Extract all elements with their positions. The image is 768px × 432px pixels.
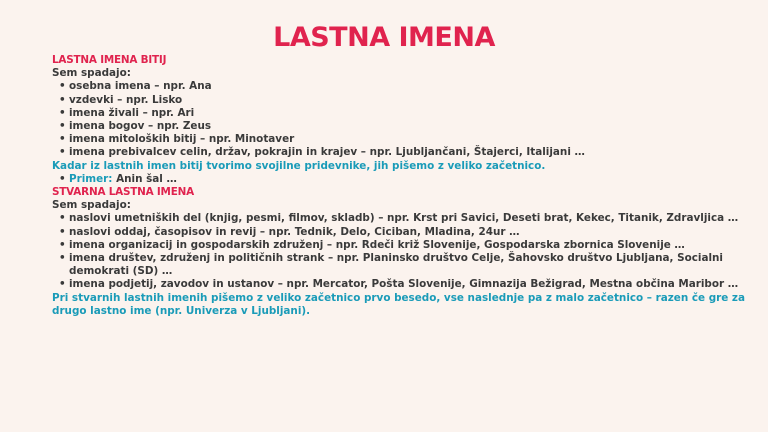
note-bitij: Kadar iz lastnih imen bitij tvorimo svojilne pridevnike, jih pišemo z veliko začetnico.: [52, 159, 546, 172]
list-item: • imena društev, združenj in političnih strank – npr. Planinsko društvo Celje, Šahovsko društvo Ljubljana, Socialni demokrati (SD) …: [69, 252, 752, 278]
section-heading-stvarna: STVARNA LASTNA IMENA: [52, 186, 194, 199]
example-label: Primer:: [69, 172, 113, 185]
list-item: • naslovi oddaj, časopisov in revij – npr. Tednik, Delo, Ciciban, Mladina, 24ur …: [69, 226, 752, 239]
example-text: Anin šal …: [112, 172, 177, 185]
list-item: • imena živali – npr. Ari: [69, 107, 752, 120]
section-intro-stvarna: Sem spadajo:: [52, 199, 131, 212]
list-item: • imena organizacij in gospodarskih združenj – npr. Rdeči križ Slovenije, Gospodarska zbornica Slovenije …: [69, 239, 752, 252]
note-stvarna: Pri stvarnih lastnih imenih pišemo z veliko začetnico prvo besedo, vse naslednje pa z malo začetnico – razen če gre za drugo lastno ime (npr. Univerza v Ljubljani).: [52, 291, 745, 317]
example-list: [52, 173, 752, 186]
list-stvarna: [52, 212, 752, 291]
section-heading-bitij: LASTNA IMENA BITIJ: [52, 54, 167, 66]
example-item: [69, 173, 752, 186]
list-bitij: [52, 80, 752, 159]
list-item: • naslovi umetniških del (knjig, pesmi, filmov, skladb) – npr. Krst pri Savici, Deseti brat, Kekec, Titanik, Zdravljica …: [69, 212, 752, 225]
list-item: • vzdevki – npr. Lisko: [69, 94, 752, 107]
slide-title: LASTNA IMENA: [273, 22, 495, 53]
list-item: • imena bogov – npr. Zeus: [69, 120, 752, 133]
slide-content: [52, 54, 752, 318]
list-item: • imena prebivalcev celin, držav, pokrajin in krajev – npr. Ljubljančani, Štajerci, Italijani …: [69, 146, 752, 159]
list-item: • imena podjetij, zavodov in ustanov – npr. Mercator, Pošta Slovenije, Gimnazija Bežigrad, Mestna občina Maribor …: [69, 278, 752, 291]
section-intro-bitij: Sem spadajo:: [52, 67, 131, 80]
list-item: • osebna imena – npr. Ana: [69, 80, 752, 93]
list-item: • imena mitoloških bitij – npr. Minotaver: [69, 133, 752, 146]
